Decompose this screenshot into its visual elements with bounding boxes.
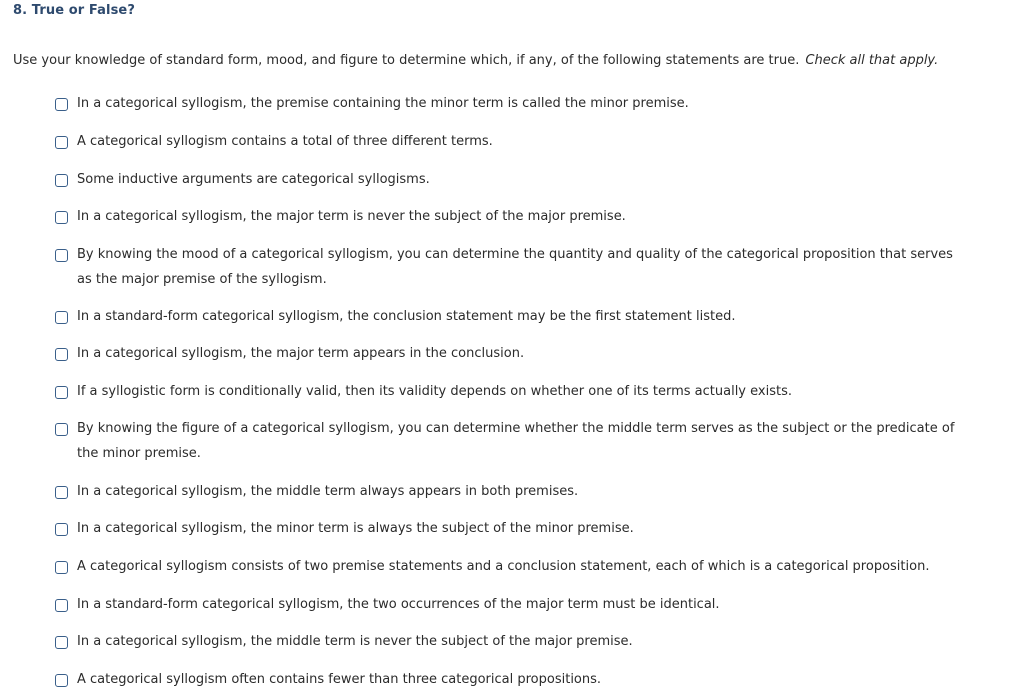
instructions-emphasis: Check all that apply. bbox=[805, 53, 939, 68]
checkbox[interactable] bbox=[55, 386, 68, 399]
option-label[interactable]: In a categorical syllogism, the major term appears in the conclusion. bbox=[77, 346, 525, 361]
option-label[interactable]: In a categorical syllogism, the premise containing the minor term is called the minor premise. bbox=[77, 96, 689, 111]
option-label[interactable]: In a categorical syllogism, the minor term is always the subject of the minor premise. bbox=[77, 521, 634, 536]
option-7[interactable] bbox=[55, 347, 975, 366]
option-label[interactable]: In a standard-form categorical syllogism, the two occurrences of the major term must be identical. bbox=[77, 597, 720, 612]
checkbox[interactable] bbox=[55, 599, 68, 612]
option-4[interactable] bbox=[55, 210, 975, 229]
option-label[interactable]: In a categorical syllogism, the major term is never the subject of the major premise. bbox=[77, 209, 626, 224]
checkbox[interactable] bbox=[55, 311, 68, 324]
option-1[interactable] bbox=[55, 97, 975, 116]
option-13[interactable] bbox=[55, 598, 975, 617]
checkbox[interactable] bbox=[55, 174, 68, 187]
option-9[interactable] bbox=[55, 422, 975, 466]
checkbox[interactable] bbox=[55, 348, 68, 361]
checkbox[interactable] bbox=[55, 136, 68, 149]
option-8[interactable] bbox=[55, 385, 975, 404]
checkbox[interactable] bbox=[55, 98, 68, 111]
checkbox[interactable] bbox=[55, 523, 68, 536]
option-5[interactable] bbox=[55, 248, 975, 292]
option-12[interactable] bbox=[55, 560, 975, 579]
option-6[interactable] bbox=[55, 310, 975, 329]
option-label[interactable]: In a categorical syllogism, the middle term always appears in both premises. bbox=[77, 484, 579, 499]
option-label[interactable]: By knowing the figure of a categorical syllogism, you can determine whether the middle term serves as the subject or the predicate of the minor premise. bbox=[77, 421, 955, 461]
option-label[interactable]: A categorical syllogism contains a total of three different terms. bbox=[77, 134, 493, 149]
option-label[interactable]: A categorical syllogism consists of two premise statements and a conclusion statement, each of which is a categorical proposition. bbox=[77, 559, 930, 574]
option-label[interactable]: In a categorical syllogism, the middle term is never the subject of the major premise. bbox=[77, 634, 633, 649]
instructions bbox=[13, 53, 938, 68]
checkbox[interactable] bbox=[55, 423, 68, 436]
checkbox[interactable] bbox=[55, 211, 68, 224]
checkbox[interactable] bbox=[55, 636, 68, 649]
instructions-text: Use your knowledge of standard form, mood, and figure to determine which, if any, of the following statements are true. bbox=[13, 53, 800, 68]
option-15[interactable] bbox=[55, 673, 975, 692]
option-label[interactable]: If a syllogistic form is conditionally valid, then its validity depends on whether one of its terms actually exists. bbox=[77, 384, 792, 399]
option-label[interactable]: Some inductive arguments are categorical syllogisms. bbox=[77, 172, 430, 187]
option-11[interactable] bbox=[55, 522, 975, 541]
option-3[interactable] bbox=[55, 173, 975, 192]
option-label[interactable]: By knowing the mood of a categorical syllogism, you can determine the quantity and quality of the categorical proposition that serves as the major premise of the syllogism. bbox=[77, 247, 953, 287]
option-2[interactable] bbox=[55, 135, 975, 154]
checkbox[interactable] bbox=[55, 561, 68, 574]
checkbox[interactable] bbox=[55, 486, 68, 499]
option-14[interactable] bbox=[55, 635, 975, 654]
question-title: 8. True or False? bbox=[13, 3, 135, 18]
checkbox[interactable] bbox=[55, 249, 68, 262]
option-label[interactable]: A categorical syllogism often contains fewer than three categorical propositions. bbox=[77, 672, 602, 687]
option-10[interactable] bbox=[55, 485, 975, 504]
option-label[interactable]: In a standard-form categorical syllogism, the conclusion statement may be the first statement listed. bbox=[77, 309, 736, 324]
checkbox[interactable] bbox=[55, 674, 68, 687]
